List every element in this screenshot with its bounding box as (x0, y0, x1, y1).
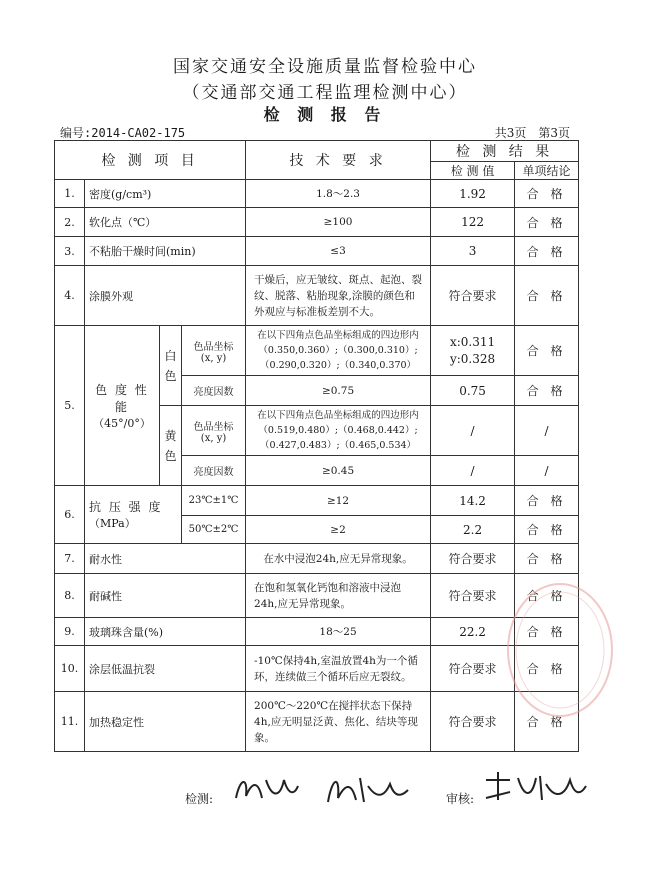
row-item: 密度(g/cm³) (85, 180, 246, 208)
yellow-req-title: 在以下四角点色品坐标组成的四边形内 (257, 410, 419, 421)
row-requirement: 在水中浸泡24h,应无异常现象。 (246, 544, 431, 574)
row-verdict: / (515, 456, 579, 486)
row-value: 符合要求 (431, 544, 515, 574)
row-requirement: ≥12 (246, 486, 431, 516)
header-verdict: 单项结论 (515, 162, 579, 180)
table-row (55, 544, 579, 574)
strength-unit: （MPa） (89, 517, 136, 530)
row-number: 5. (55, 326, 85, 486)
row-item: 玻璃珠含量(%) (85, 618, 246, 646)
row-value: 2.2 (431, 516, 515, 544)
row-requirement: ≤3 (246, 237, 431, 266)
chromaticity-axes: (x, y) (200, 352, 227, 364)
row-requirement: ≥2 (246, 516, 431, 544)
row-value: 符合要求 (431, 646, 515, 692)
row-item: 软化点（℃） (85, 208, 246, 237)
row-number: 1. (55, 180, 85, 208)
color-yellow-label: 黄色 (160, 406, 182, 486)
reviewer-label: 审核: (446, 792, 475, 806)
row-value: 22.2 (431, 618, 515, 646)
tester-signature (228, 768, 428, 808)
row-requirement: ≥0.45 (246, 456, 431, 486)
row-verdict: 合 格 (515, 516, 579, 544)
row-value: 122 (431, 208, 515, 237)
row-requirement: 18～25 (246, 618, 431, 646)
row-requirement: 在饱和氢氧化钙饱和溶液中浸泡24h,应无异常现象。 (246, 574, 431, 618)
official-seal (500, 575, 620, 725)
row-verdict: 合 格 (515, 486, 579, 516)
yellow-req-line1: （0.519,0.480）;（0.468,0.442）; (258, 425, 418, 436)
row-item: 耐水性 (85, 544, 246, 574)
row-value: 0.75 (431, 376, 515, 406)
row-value: 1.92 (431, 180, 515, 208)
reviewer-signature (480, 770, 590, 806)
row-verdict: 合 格 (515, 180, 579, 208)
row-number: 11. (55, 692, 85, 752)
row-value: 符合要求 (431, 574, 515, 618)
row-value: / (431, 456, 515, 486)
row-value: 符合要求 (431, 266, 515, 326)
row-number: 2. (55, 208, 85, 237)
org-name: 国家交通安全设施质量监督检验中心 (173, 57, 477, 77)
row-item: 不粘胎干燥时间(min) (85, 237, 246, 266)
white-chromaticity-value (431, 326, 515, 376)
header-value: 检 测 值 (431, 162, 515, 180)
strength-label (85, 486, 182, 544)
row-number: 8. (55, 574, 85, 618)
color-white-label: 白色 (160, 326, 182, 406)
chromaticity-title: 色品坐标 (193, 341, 234, 353)
table-row (55, 208, 579, 237)
report-title: 检 测 报 告 (263, 105, 387, 124)
row-number: 10. (55, 646, 85, 692)
white-req-line1: （0.350,0.360）;（0.300,0.310）; (258, 345, 418, 356)
row-number: 3. (55, 237, 85, 266)
header-item: 检 测 项 目 (55, 141, 246, 180)
yellow-req-line2: （0.427,0.483）;（0.465,0.534） (260, 440, 417, 451)
row-value: / (431, 406, 515, 456)
strength-temp-1: 23℃±1℃ (182, 486, 246, 516)
luminance-label: 亮度因数 (182, 376, 246, 406)
color-performance-geometry: （45°/0°） (93, 416, 151, 430)
row-verdict: 合 格 (515, 208, 579, 237)
chromaticity-label (182, 326, 246, 376)
row-requirement: -10℃保持4h,室温放置4h为一个循环，连续做三个循环后应无裂纹。 (246, 646, 431, 692)
color-performance-title: 色 度 性 能 (95, 382, 149, 414)
row-verdict: 合 格 (515, 237, 579, 266)
color-performance-label (85, 326, 160, 486)
org-subname: （交通部交通工程监理检测中心） (182, 83, 468, 103)
row-item: 涂层低温抗裂 (85, 646, 246, 692)
table-row (55, 180, 579, 208)
report-number: 编号:2014-CA02-175 (60, 126, 186, 140)
row-verdict: 合 格 (515, 544, 579, 574)
page-count: 共3页 第3页 (494, 126, 570, 140)
table-row (55, 326, 579, 376)
header-result: 检 测 结 果 (431, 141, 579, 162)
luminance-label: 亮度因数 (182, 456, 246, 486)
row-verdict: / (515, 406, 579, 456)
table-row (55, 266, 579, 326)
row-value: 符合要求 (431, 692, 515, 752)
row-requirement: ≥0.75 (246, 376, 431, 406)
row-value: 14.2 (431, 486, 515, 516)
row-requirement: ≥100 (246, 208, 431, 237)
white-x-value: x:0.311 (449, 334, 496, 349)
row-requirement: 干燥后，应无皱纹、斑点、起泡、裂纹、脱落、粘胎现象,涂膜的颜色和外观应与标准板差别不大。 (246, 266, 431, 326)
row-number: 4. (55, 266, 85, 326)
header-requirement: 技 术 要 求 (246, 141, 431, 180)
row-verdict: 合 格 (515, 618, 579, 646)
white-chromaticity-requirement (246, 326, 431, 376)
white-req-line2: （0.290,0.320）;（0.340,0.370） (260, 360, 417, 371)
row-verdict: 合 格 (515, 692, 579, 752)
white-y-value: y:0.328 (449, 351, 496, 366)
chromaticity-axes: (x, y) (200, 432, 227, 444)
table-row (55, 237, 579, 266)
row-number: 6. (55, 486, 85, 544)
chromaticity-label (182, 406, 246, 456)
row-verdict: 合 格 (515, 326, 579, 376)
row-item: 涂膜外观 (85, 266, 246, 326)
row-verdict: 合 格 (515, 376, 579, 406)
tester-label: 检测: (185, 792, 214, 806)
white-req-title: 在以下四角点色品坐标组成的四边形内 (257, 330, 419, 341)
strength-temp-2: 50℃±2℃ (182, 516, 246, 544)
row-number: 9. (55, 618, 85, 646)
row-requirement: 200℃～220℃在搅拌状态下保持4h,应无明显泛黄、焦化、结块等现象。 (246, 692, 431, 752)
row-value: 3 (431, 237, 515, 266)
chromaticity-title: 色品坐标 (193, 421, 234, 433)
row-verdict: 合 格 (515, 266, 579, 326)
row-requirement: 1.8～2.3 (246, 180, 431, 208)
yellow-chromaticity-requirement (246, 406, 431, 456)
row-item: 耐碱性 (85, 574, 246, 618)
strength-title: 抗 压 强 度 (89, 500, 163, 514)
table-row (55, 486, 579, 516)
row-verdict: 合 格 (515, 646, 579, 692)
row-verdict: 合 格 (515, 574, 579, 618)
row-item: 加热稳定性 (85, 692, 246, 752)
row-number: 7. (55, 544, 85, 574)
